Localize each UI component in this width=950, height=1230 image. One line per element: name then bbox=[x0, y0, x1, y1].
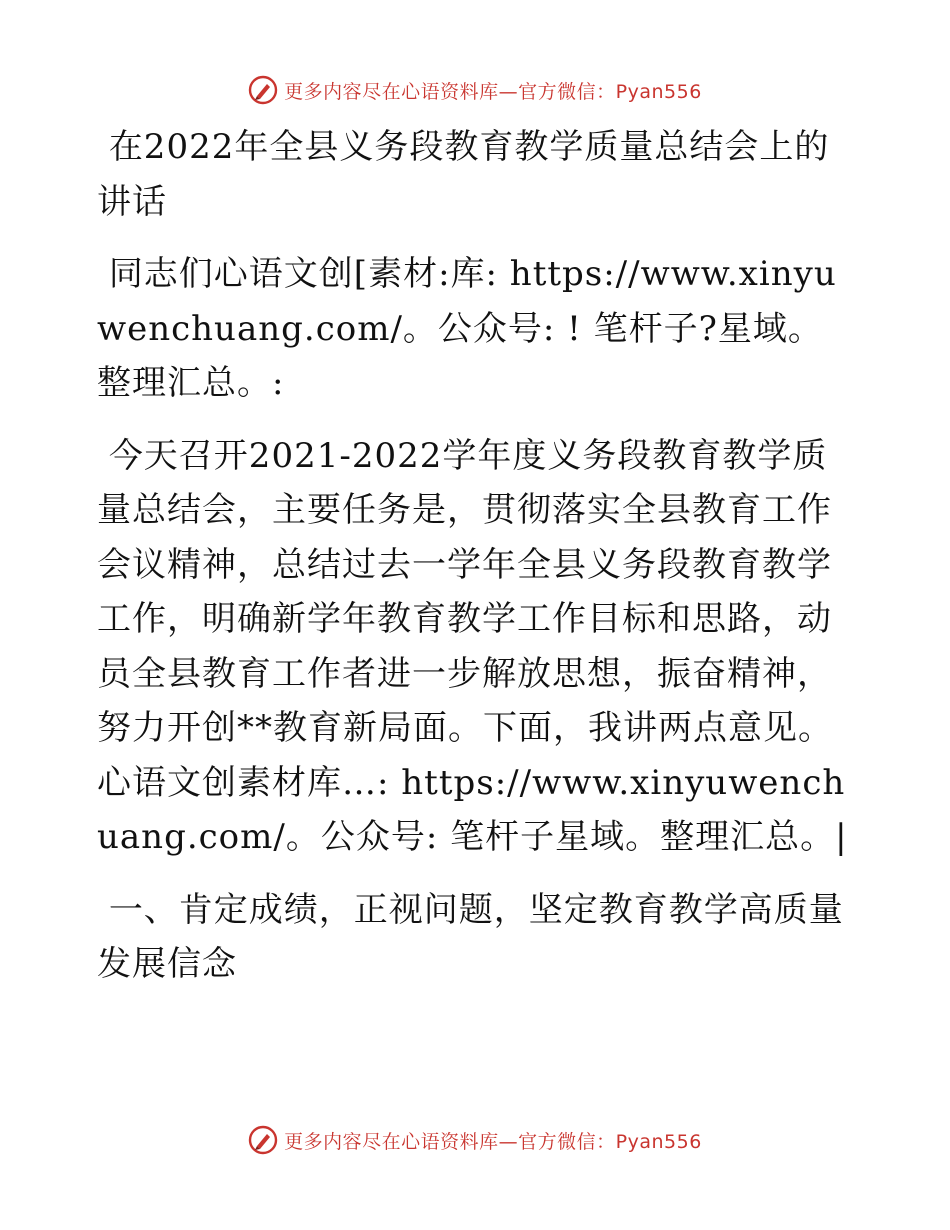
body-paragraph: 今天召开2021-2022学年度义务段教育教学质量总结会，主要任务是，贯彻落实全县教育工作会议精神，总结过去一学年全县义务段教育教学工作，明确新学年教育教学工作目标和思路，动员全县教育工作者进一步解放思想，振奋精神，努力开创**教育新局面。下面，我讲两点意见。心语文创素材库…: https://www.xinyuwenchuang.com/。公众号: 笔杆子星域。整理汇总。| bbox=[97, 435, 848, 857]
watermark-text: 更多内容尽在心语资料库—官方微信：Pyan556 bbox=[284, 80, 702, 103]
header-watermark-banner bbox=[0, 70, 950, 110]
pen-logo-icon bbox=[248, 1125, 278, 1155]
document-body bbox=[97, 120, 857, 992]
pen-logo-icon bbox=[248, 75, 278, 105]
footer-watermark-banner bbox=[0, 1120, 950, 1160]
document-title: 在2022年全县义务段教育教学质量总结会上的讲话 bbox=[97, 127, 830, 222]
watermark-text: 更多内容尽在心语资料库—官方微信：Pyan556 bbox=[284, 1130, 702, 1153]
salutation-paragraph: 同志们心语文创[素材:库: https://www.xinyuwenchuang.com/。公众号: ! 笔杆子?星域。整理汇总。: bbox=[97, 254, 837, 403]
section-heading: 一、肯定成绩，正视问题，坚定教育教学高质量发展信念 bbox=[97, 889, 844, 984]
